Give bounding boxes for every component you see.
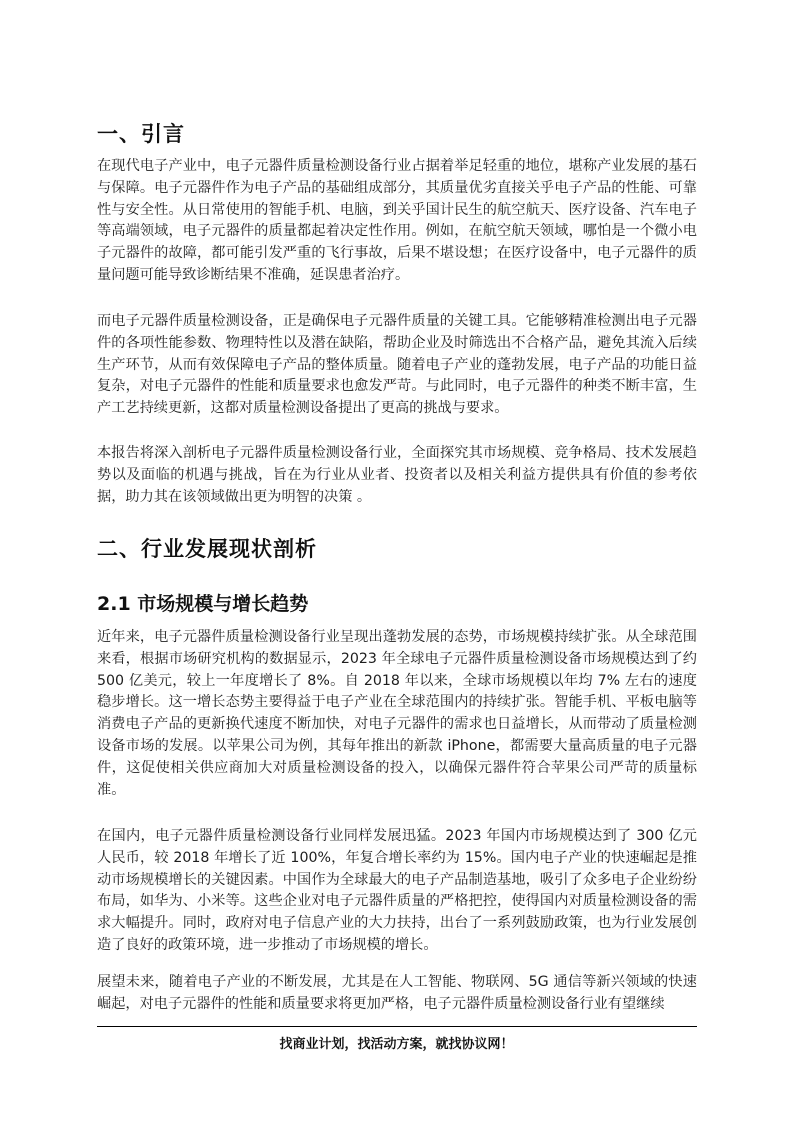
intro-paragraph-2: 而电子元器件质量检测设备，正是确保电子元器件质量的关键工具。它能够精准检测出电子元器件的各项性能参数、物理特性以及潜在缺陷，帮助企业及时筛选出不合格产品，避免其流入后续生产环节，从而有效保障电子产品的整体质量。随着电子产业的蓬勃发展，电子产品的功能日益复杂，对电子元器件的性能和质量要求也愈发严苛。与此同时，电子元器件的种类不断丰富，生产工艺持续更新，这都对质量检测设备提出了更高的挑战与要求。 <box>97 313 697 417</box>
market-paragraph-3: 展望未来，随着电子产业的不断发展，尤其是在人工智能、物联网、5G 通信等新兴领域的快速崛起，对电子元器件的性能和质量要求将更加严格，电子元器件质量检测设备行业有望继续 <box>97 974 697 1012</box>
footer-slogan: 找商业计划，找活动方案，就找协议网！ <box>279 1037 514 1052</box>
market-paragraph-1: 近年来，电子元器件质量检测设备行业呈现出蓬勃发展的态势，市场规模持续扩张。从全球范围来看，根据市场研究机构的数据显示，2023 年全球电子元器件质量检测设备市场规模达到了约 500 亿美元，较上一年度增长了 8%。自 2018 年以来，全球市场规模以年均 7% 左右的速度稳步增长。这一增长态势主要得益于电子产业在全球范围内的持续扩张。智能手机、平板电脑等消费电子产品的更新换代速度不断加快，对电子元器件的需求也日益增长，从而带动了质量检测设备市场的发展。以苹果公司为例，其每年推出的新款 iPhone，都需要大量高质量的电子元器件，这促使相关供应商加大对质量检测设备的投入，以确保元器件符合苹果公司严苛的质量标准。 <box>97 629 697 798</box>
market-paragraph-2: 在国内，电子元器件质量检测设备行业同样发展迅猛。2023 年国内市场规模达到了 300 亿元人民币，较 2018 年增长了近 100%，年复合增长率约为 15%。国内电子产业的快速崛起是推动市场规模增长的关键因素。中国作为全球最大的电子产品制造基地，吸引了众多电子企业纷纷布局，如华为、小米等。这些企业对电子元器件质量的严格把控，使得国内对质量检测设备的需求大幅提升。同时，政府对电子信息产业的大力扶持，出台了一系列鼓励政策，也为行业发展创造了良好的政策环境，进一步推动了市场规模的增长。 <box>97 828 697 953</box>
section-heading-industry-status: 二、行业发展现状剖析 <box>97 537 317 561</box>
section-heading-introduction: 一、引言 <box>97 122 185 146</box>
intro-paragraph-1: 在现代电子产业中，电子元器件质量检测设备行业占据着举足轻重的地位，堪称产业发展的基石与保障。电子元器件作为电子产品的基础组成部分，其质量优劣直接关乎电子产品的性能、可靠性与安全性。从日常使用的智能手机、电脑，到关乎国计民生的航空航天、医疗设备、汽车电子等高端领域，电子元器件的质量都起着决定性作用。例如，在航空航天领域，哪怕是一个微小电子元器件的故障，都可能引发严重的飞行事故，后果不堪设想；在医疗设备中，电子元器件的质量问题可能导致诊断结果不准确，延误患者治疗。 <box>97 158 697 283</box>
subsection-heading-market-size: 2.1 市场规模与增长趋势 <box>97 593 309 615</box>
intro-paragraph-3: 本报告将深入剖析电子元器件质量检测设备行业，全面探究其市场规模、竞争格局、技术发展趋势以及面临的机遇与挑战，旨在为行业从业者、投资者以及相关利益方提供具有价值的参考依据，助力其在该领域做出更为明智的决策 。 <box>97 445 697 505</box>
footer-divider <box>97 1026 697 1027</box>
